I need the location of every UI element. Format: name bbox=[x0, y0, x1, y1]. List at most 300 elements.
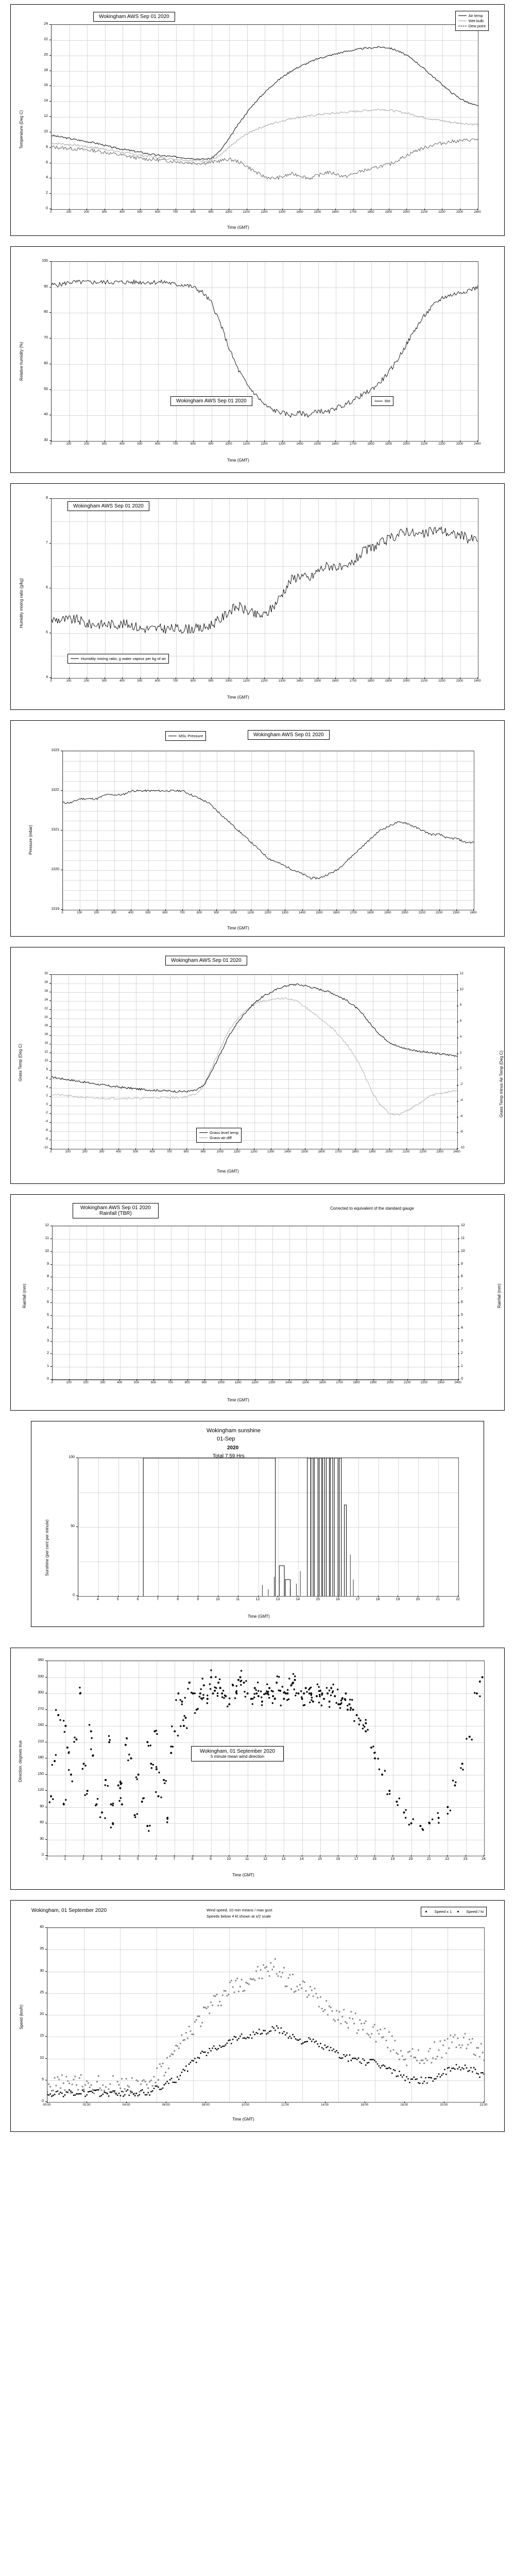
x-tick-label: 12:00 bbox=[281, 2104, 289, 2107]
y-tick-label: 14 bbox=[44, 99, 48, 103]
y-tick-label: 2 bbox=[46, 191, 48, 195]
x-tick-label: 16:00 bbox=[360, 2104, 369, 2107]
x-tick bbox=[353, 209, 354, 210]
chart-legend-grass-temp bbox=[196, 1128, 242, 1143]
y-tick bbox=[49, 55, 51, 56]
x-tick-label: 00:00 bbox=[43, 2104, 51, 2107]
chart-subtitle-sunshine: 01-Sep bbox=[217, 1436, 235, 1442]
x-tick bbox=[193, 440, 194, 442]
y-tick-label: 60 bbox=[40, 1821, 44, 1824]
y-tick bbox=[49, 677, 51, 678]
y-tick-label: 8 bbox=[46, 496, 48, 500]
x-tick bbox=[390, 1379, 391, 1381]
y-tick-label: 26 bbox=[44, 989, 48, 993]
x-tick bbox=[247, 1855, 248, 1857]
y-tick bbox=[49, 1122, 51, 1123]
y-tick-label: 100 bbox=[68, 1455, 75, 1459]
x-tick bbox=[406, 1148, 407, 1150]
y-tick bbox=[45, 2014, 47, 2015]
x-axis-label-temperature: Time (GMT) bbox=[227, 225, 249, 230]
x-tick-label: 4 bbox=[96, 1598, 99, 1601]
x-tick-label: 1900 bbox=[385, 211, 392, 214]
x-tick-label: 2400 bbox=[474, 680, 481, 683]
legend-item-air-temp bbox=[458, 13, 486, 18]
x-tick-label: 2400 bbox=[453, 1150, 460, 1154]
x-tick bbox=[339, 1379, 340, 1381]
y-tick-label: 4 bbox=[47, 1326, 49, 1330]
y-tick-label: 30 bbox=[40, 1969, 44, 1973]
x-tick-label: 100 bbox=[66, 211, 72, 214]
x-tick-label: 1100 bbox=[243, 680, 250, 683]
y-tick-label: 4 bbox=[460, 1035, 462, 1039]
x-tick bbox=[174, 1855, 175, 1857]
x-tick-label: 2000 bbox=[401, 911, 408, 914]
y-tick-label: 1021 bbox=[51, 828, 59, 832]
x-tick-label: 800 bbox=[190, 211, 196, 214]
x-tick-label: 600 bbox=[149, 1150, 155, 1154]
x-tick-label: 1200 bbox=[261, 680, 268, 683]
y-tick-label: 180 bbox=[38, 1756, 44, 1759]
y-tick bbox=[49, 1035, 51, 1036]
x-tick-label: 1600 bbox=[333, 911, 340, 914]
x-tick bbox=[378, 1596, 379, 1597]
x-tick bbox=[302, 909, 303, 911]
y-axis-label-rainfall-left: Rainfall (mm) bbox=[22, 1283, 27, 1308]
x-tick-label: 14:00 bbox=[321, 2104, 329, 2107]
chart-note-rainfall: Corrected to equivalent of the standard gauge bbox=[330, 1206, 414, 1211]
y-tick bbox=[45, 1660, 47, 1661]
x-tick-label: 17 bbox=[354, 1857, 358, 1861]
chart-panel-rainfall bbox=[10, 1194, 505, 1411]
x-tick-label: 1500 bbox=[301, 1150, 308, 1154]
x-tick bbox=[406, 440, 407, 442]
legend-label-grass-level-temp: Grass level temp bbox=[210, 1130, 239, 1135]
chart-panel-grass-temp bbox=[10, 947, 505, 1184]
y-tick-label: 60 bbox=[44, 361, 48, 365]
x-tick-label: 1500 bbox=[302, 1381, 310, 1384]
y-tick-label: 4 bbox=[46, 1085, 48, 1089]
x-tick-label: 19 bbox=[390, 1857, 395, 1861]
y-tick bbox=[50, 1315, 52, 1316]
x-tick bbox=[153, 1379, 154, 1381]
x-tick-label: 2300 bbox=[436, 1150, 443, 1154]
x-tick bbox=[138, 1596, 139, 1597]
x-tick-label: 22:00 bbox=[479, 2104, 488, 2107]
plot-area-mixing-ratio bbox=[51, 498, 478, 679]
legend-label-speed-hi: Speed / hi bbox=[466, 1909, 484, 1914]
x-tick bbox=[205, 2102, 206, 2103]
y-tick bbox=[61, 830, 62, 831]
y-axis-label-humidity: Relative humidity (%) bbox=[19, 342, 24, 381]
y-tick bbox=[458, 1341, 459, 1342]
y-tick-label: 3 bbox=[47, 1338, 49, 1343]
y-tick bbox=[458, 1315, 459, 1316]
x-tick-label: 0 bbox=[50, 211, 52, 214]
gridline-vertical bbox=[484, 1661, 485, 1856]
x-tick-label: 10:00 bbox=[241, 2104, 249, 2107]
y-tick bbox=[49, 193, 51, 194]
x-tick bbox=[389, 1148, 390, 1150]
legend-label-wet-bulb: Wet bulb bbox=[468, 19, 484, 23]
x-tick-label: 2300 bbox=[456, 680, 464, 683]
x-tick-label: 02:00 bbox=[82, 2104, 91, 2107]
y-tick-label: 30 bbox=[40, 1837, 44, 1841]
x-tick bbox=[135, 1148, 136, 1150]
chart-panel-sunshine bbox=[31, 1421, 484, 1627]
y-tick-label: -6 bbox=[460, 1114, 463, 1118]
y-tick bbox=[458, 1251, 459, 1252]
y-tick bbox=[458, 1353, 459, 1354]
x-tick-label: 200 bbox=[82, 1150, 88, 1154]
plot-area-grass-temp bbox=[51, 974, 458, 1149]
x-tick-label: 1800 bbox=[367, 680, 374, 683]
x-tick bbox=[374, 1855, 375, 1857]
x-tick-label: 400 bbox=[119, 680, 125, 683]
x-tick-label: 600 bbox=[154, 443, 160, 446]
x-tick-label: 500 bbox=[137, 680, 143, 683]
y-tick bbox=[457, 1148, 458, 1149]
chart-subtitle-wind-speed: Wind speed, 10 min means / max gust bbox=[207, 1908, 272, 1912]
x-tick-label: 1700 bbox=[335, 1150, 342, 1154]
x-tick bbox=[204, 1379, 205, 1381]
y-tick bbox=[458, 1328, 459, 1329]
chart-subtitle-wind-direction: 5 minute mean wind direction bbox=[210, 1754, 265, 1759]
x-tick-label: 3 bbox=[100, 1857, 102, 1861]
x-tick-label: 900 bbox=[201, 1381, 207, 1384]
legend-label-grass-air-diff: Grass-air diff bbox=[210, 1136, 232, 1140]
chart-title-humidity: Wokingham AWS Sep 01 2020 bbox=[170, 396, 252, 406]
gridline-horizontal bbox=[52, 678, 478, 679]
y-tick-label: 20 bbox=[40, 2012, 44, 2016]
x-tick bbox=[372, 1148, 373, 1150]
y-tick bbox=[49, 1061, 51, 1062]
x-tick bbox=[51, 209, 52, 210]
x-tick bbox=[140, 677, 141, 679]
x-tick-label: 18 bbox=[375, 1598, 380, 1601]
chart-panel-mixing-ratio bbox=[10, 483, 505, 710]
x-tick bbox=[477, 209, 478, 210]
x-tick bbox=[69, 209, 70, 210]
x-tick-label: 12 bbox=[255, 1598, 260, 1601]
x-tick bbox=[69, 677, 70, 679]
x-tick-label: 04:00 bbox=[122, 2104, 130, 2107]
x-tick-label: 08:00 bbox=[201, 2104, 210, 2107]
x-tick-label: 400 bbox=[116, 1150, 122, 1154]
y-tick-label: 210 bbox=[38, 1739, 44, 1743]
y-tick-label: 22 bbox=[44, 37, 48, 41]
y-tick bbox=[457, 1085, 458, 1086]
y-tick-label: 2 bbox=[47, 1351, 49, 1355]
x-tick-label: 700 bbox=[166, 1150, 172, 1154]
y-tick-label: -10 bbox=[460, 1146, 465, 1149]
x-tick bbox=[335, 209, 336, 210]
x-tick bbox=[456, 909, 457, 911]
y-axis-label-sunshine: Sunshine (per cent per minute) bbox=[45, 1519, 49, 1576]
y-tick-label: 2 bbox=[460, 1051, 462, 1055]
x-tick bbox=[319, 909, 320, 911]
x-tick-label: 2200 bbox=[420, 1381, 427, 1384]
plot-area-humidity bbox=[51, 261, 478, 442]
chart-year-sunshine: 2020 bbox=[227, 1445, 239, 1451]
x-tick bbox=[216, 909, 217, 911]
y-tick-label: -4 bbox=[45, 1120, 48, 1124]
x-tick-label: 1200 bbox=[261, 211, 268, 214]
x-tick bbox=[79, 909, 80, 911]
x-tick-label: 2100 bbox=[420, 211, 428, 214]
y-tick-label: 20 bbox=[44, 1015, 48, 1019]
y-tick-label: 6 bbox=[46, 586, 48, 589]
x-tick-label: 1600 bbox=[332, 443, 339, 446]
y-tick bbox=[49, 1148, 51, 1149]
x-tick bbox=[353, 909, 354, 911]
x-tick bbox=[356, 1379, 357, 1381]
x-tick-label: 500 bbox=[133, 1150, 139, 1154]
y-tick bbox=[49, 116, 51, 117]
y-axis-label-rainfall-right: Rainfall (mm) bbox=[497, 1283, 502, 1308]
x-tick-label: 8 bbox=[191, 1857, 194, 1861]
y-tick-label: -8 bbox=[460, 1130, 463, 1134]
x-tick bbox=[392, 1855, 393, 1857]
y-tick-label: 0 bbox=[42, 2099, 44, 2103]
x-tick-label: 1300 bbox=[278, 443, 286, 446]
x-tick-label: 2400 bbox=[474, 443, 481, 446]
x-tick-label: 0 bbox=[46, 1857, 48, 1861]
y-tick-label: 18 bbox=[44, 1024, 48, 1028]
x-tick bbox=[193, 677, 194, 679]
legend-label-dew-point: Dew point bbox=[468, 24, 486, 28]
x-tick-label: 1200 bbox=[264, 911, 271, 914]
x-tick-label: 200 bbox=[83, 680, 89, 683]
x-tick-label: 2000 bbox=[403, 443, 410, 446]
x-tick-label: 700 bbox=[173, 680, 178, 683]
x-tick-label: 2000 bbox=[403, 211, 410, 214]
x-tick bbox=[156, 1855, 157, 1857]
x-tick-label: 1500 bbox=[314, 680, 321, 683]
legend-label-mixing-ratio: Humidity mixing ratio, g water vapour per kg of air bbox=[81, 656, 166, 661]
y-axis-label-wind-speed: Speed (km/h) bbox=[19, 2004, 24, 2029]
x-tick-label: 1600 bbox=[332, 680, 339, 683]
y-tick-label: 12 bbox=[45, 1224, 49, 1227]
x-tick-label: 1500 bbox=[316, 911, 323, 914]
x-tick bbox=[211, 677, 212, 679]
x-tick-label: 11 bbox=[245, 1857, 249, 1861]
chart-title-sunshine: Wokingham sunshine bbox=[207, 1428, 261, 1434]
y-tick-label: 20 bbox=[44, 53, 48, 57]
y-tick-label: 90 bbox=[44, 284, 48, 289]
y-tick bbox=[457, 990, 458, 991]
y-tick-label: 11 bbox=[461, 1236, 465, 1240]
y-tick bbox=[45, 2058, 47, 2059]
x-axis-label-pressure: Time (GMT) bbox=[227, 926, 249, 930]
x-tick-label: 1400 bbox=[285, 1381, 293, 1384]
x-tick-label: 200 bbox=[94, 911, 99, 914]
x-tick-label: 24 bbox=[482, 1857, 486, 1861]
gridline-vertical bbox=[484, 1928, 485, 2102]
x-tick-label: 2200 bbox=[438, 443, 445, 446]
y-tick-label: 10 bbox=[45, 1249, 49, 1253]
y-tick-label: 8 bbox=[460, 1004, 462, 1007]
x-tick-label: 2200 bbox=[438, 680, 445, 683]
x-tick bbox=[69, 440, 70, 442]
y-tick-label: 330 bbox=[38, 1674, 44, 1679]
legend-item-grass-level-temp bbox=[199, 1130, 238, 1135]
y-tick-label: -4 bbox=[460, 1098, 463, 1102]
x-tick-label: 1800 bbox=[353, 1381, 360, 1384]
y-tick-label: 10 bbox=[460, 988, 464, 991]
y-tick-label: 12 bbox=[44, 114, 48, 118]
x-tick-label: 2200 bbox=[438, 211, 445, 214]
y-tick-label: 1023 bbox=[51, 749, 59, 752]
x-tick bbox=[353, 677, 354, 679]
x-tick-label: 0 bbox=[50, 680, 52, 683]
x-tick bbox=[373, 1379, 374, 1381]
y-tick-label: 8 bbox=[47, 1275, 49, 1279]
x-tick-label: 1300 bbox=[278, 680, 286, 683]
x-tick-label: 1500 bbox=[314, 443, 321, 446]
y-tick-label: 16 bbox=[44, 1033, 48, 1037]
x-tick-label: 1900 bbox=[385, 443, 392, 446]
x-tick-label: 1000 bbox=[217, 1381, 225, 1384]
y-tick bbox=[61, 790, 62, 791]
x-tick bbox=[258, 1596, 259, 1597]
gridline-vertical bbox=[458, 1226, 459, 1380]
y-tick-label: 15 bbox=[40, 2034, 44, 2038]
x-tick-label: 1800 bbox=[367, 443, 374, 446]
x-tick-label: 300 bbox=[101, 211, 107, 214]
y-tick-label: 0 bbox=[46, 1103, 48, 1106]
chart-title-temperature: Wokingham AWS Sep 01 2020 bbox=[93, 12, 175, 22]
x-tick bbox=[119, 1855, 120, 1857]
y-tick-label: 270 bbox=[38, 1707, 44, 1711]
x-tick bbox=[322, 1379, 323, 1381]
chart-title-grass-temp: Wokingham AWS Sep 01 2020 bbox=[165, 956, 247, 965]
x-tick-label: 100 bbox=[65, 1150, 71, 1154]
x-tick-label: 23 bbox=[463, 1857, 468, 1861]
x-tick-label: 800 bbox=[184, 1381, 190, 1384]
x-tick-label: 100 bbox=[77, 911, 82, 914]
y-tick-label: 150 bbox=[38, 1772, 44, 1776]
y-tick-label: 22 bbox=[44, 1007, 48, 1010]
x-tick bbox=[283, 1855, 284, 1857]
plot-area-wind-speed bbox=[47, 1927, 485, 2103]
x-tick bbox=[103, 1379, 104, 1381]
x-tick-label: 1700 bbox=[349, 680, 357, 683]
x-tick-label: 1100 bbox=[243, 443, 250, 446]
y-tick-label: 8 bbox=[461, 1275, 463, 1279]
x-tick-label: 100 bbox=[66, 680, 72, 683]
chart-legend-mixing-ratio bbox=[67, 654, 169, 664]
chart-title-wind-direction bbox=[191, 1746, 284, 1761]
x-tick-label: 2100 bbox=[418, 911, 425, 914]
y-tick bbox=[458, 1302, 459, 1303]
chart-panel-humidity bbox=[10, 246, 505, 473]
x-tick bbox=[264, 209, 265, 210]
y-tick-label: -10 bbox=[43, 1146, 48, 1149]
y-tick bbox=[49, 389, 51, 390]
x-tick bbox=[429, 1855, 430, 1857]
x-tick bbox=[285, 2102, 286, 2103]
legend-swatch-grass-level-temp bbox=[199, 1132, 208, 1133]
chart-title-wind-direction-line1: Wokingham, 01 September 2020 bbox=[200, 1749, 276, 1754]
x-tick bbox=[406, 677, 407, 679]
x-tick-label: 21 bbox=[436, 1598, 440, 1601]
legend-label-msl-pressure: MSL Pressure bbox=[179, 734, 203, 738]
x-tick-label: 800 bbox=[196, 911, 202, 914]
x-tick bbox=[140, 440, 141, 442]
x-tick-label: 1800 bbox=[367, 911, 374, 914]
y-axis-label-grass-air-diff: Grass Temp minus Air Temp (Deg C) bbox=[499, 1050, 504, 1117]
y-tick-label: 35 bbox=[40, 1947, 44, 1951]
x-tick-label: 22 bbox=[456, 1598, 460, 1601]
y-tick bbox=[50, 1366, 52, 1367]
x-tick bbox=[165, 909, 166, 911]
x-tick bbox=[265, 1855, 266, 1857]
y-tick-label: 24 bbox=[44, 998, 48, 1002]
y-tick-label: 28 bbox=[44, 980, 48, 984]
y-tick-label: 50 bbox=[71, 1524, 75, 1528]
y-tick bbox=[45, 2036, 47, 2037]
x-tick-label: 13 bbox=[281, 1857, 286, 1861]
y-tick-label: 12 bbox=[460, 972, 464, 975]
x-tick bbox=[355, 1148, 356, 1150]
x-tick-label: 7 bbox=[173, 1857, 176, 1861]
x-tick bbox=[264, 440, 265, 442]
x-tick-label: 300 bbox=[99, 1150, 105, 1154]
x-axis-label-sunshine: Time (GMT) bbox=[248, 1614, 270, 1619]
x-tick-label: 2300 bbox=[437, 1381, 444, 1384]
y-tick-label: 7 bbox=[46, 541, 48, 545]
x-tick bbox=[187, 1379, 188, 1381]
chart-panel-pressure bbox=[10, 720, 505, 937]
x-tick-label: 1100 bbox=[243, 211, 250, 214]
x-tick-label: 13 bbox=[276, 1598, 280, 1601]
y-tick-label: 12 bbox=[461, 1224, 465, 1227]
x-tick-label: 100 bbox=[66, 443, 72, 446]
x-tick-label: 600 bbox=[154, 211, 160, 214]
x-tick-label: 1700 bbox=[349, 443, 357, 446]
y-tick bbox=[49, 1070, 51, 1071]
x-tick-label: 1300 bbox=[267, 1150, 274, 1154]
x-tick-label: 16 bbox=[336, 1598, 340, 1601]
x-tick-label: 200 bbox=[83, 1381, 89, 1384]
x-tick-label: 2400 bbox=[454, 1381, 461, 1384]
x-tick-label: 3 bbox=[77, 1598, 79, 1601]
x-tick bbox=[282, 440, 283, 442]
x-tick bbox=[282, 209, 283, 210]
y-tick-label: 10 bbox=[44, 1059, 48, 1062]
x-tick bbox=[62, 909, 63, 911]
x-tick-label: 1000 bbox=[230, 911, 237, 914]
chart-title-pressure: Wokingham AWS Sep 01 2020 bbox=[248, 730, 330, 740]
y-tick-label: 6 bbox=[461, 1300, 463, 1304]
y-tick-label: 6 bbox=[46, 1076, 48, 1080]
x-axis-label-mixing-ratio: Time (GMT) bbox=[227, 695, 249, 700]
x-axis-label-humidity: Time (GMT) bbox=[227, 458, 249, 463]
x-tick-label: 800 bbox=[190, 680, 196, 683]
y-tick-label: 16 bbox=[44, 83, 48, 88]
x-tick-label: 400 bbox=[128, 911, 133, 914]
chart-title-wind-speed: Wokingham, 01 September 2020 bbox=[31, 1908, 107, 1913]
plot-area-rainfall bbox=[52, 1226, 459, 1380]
x-tick bbox=[140, 209, 141, 210]
y-tick-label: 4 bbox=[46, 176, 48, 180]
x-tick bbox=[51, 1148, 52, 1150]
y-tick-label: 50 bbox=[44, 387, 48, 391]
x-tick-label: 1000 bbox=[225, 443, 232, 446]
x-tick-label: 300 bbox=[100, 1381, 106, 1384]
y-tick-label: 8 bbox=[46, 1067, 48, 1071]
y-tick bbox=[50, 1353, 52, 1354]
